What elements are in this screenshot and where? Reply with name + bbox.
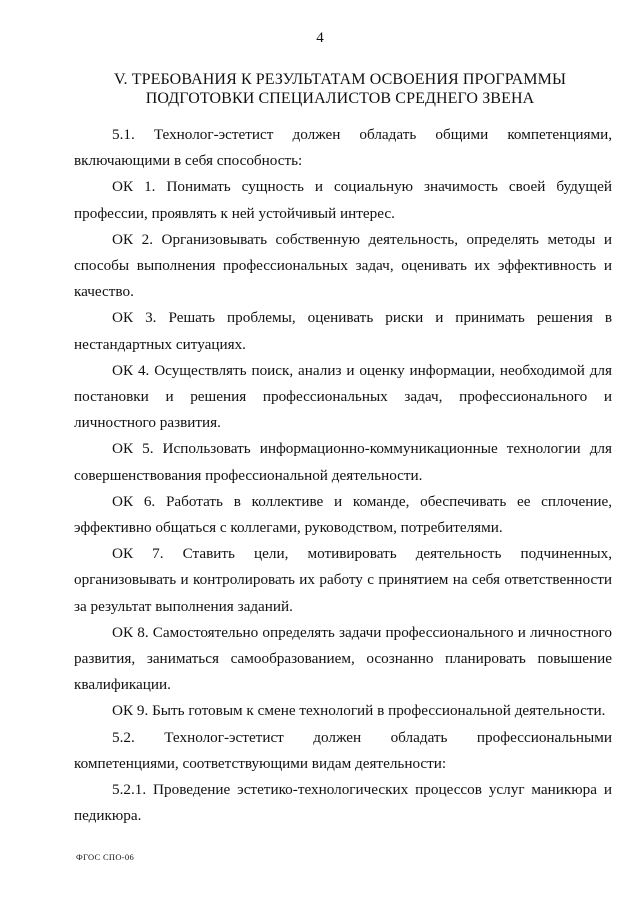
paragraph-ok-9: ОК 9. Быть готовым к смене технологий в профессиональной деятельности.: [112, 702, 606, 720]
paragraph-ok-8: ОК 8. Самостоятельно определять задачи профессионального и личностного развития, заниматься самообразованием, осознанно планировать повышение квалификации.: [74, 623, 612, 694]
document-body: [74, 122, 612, 829]
paragraph-ok-5: ОК 5. Использовать информационно-коммуникационные технологии для совершенствования профессиональной деятельности.: [74, 440, 612, 484]
paragraph-ok-1: ОК 1. Понимать сущность и социальную значимость своей будущей профессии, проявлять к ней устойчивый интерес.: [74, 178, 612, 222]
paragraph-ok-3: ОК 3. Решать проблемы, оценивать риски и принимать решения в нестандартных ситуациях.: [74, 309, 612, 353]
paragraph-5-2-1: 5.2.1. Проведение эстетико-технологических процессов услуг маникюра и педикюра.: [74, 781, 612, 825]
paragraph-ok-6: ОК 6. Работать в коллективе и команде, обеспечивать ее сплочение, эффективно общаться с коллегами, руководством, потребителями.: [74, 492, 612, 537]
paragraph-ok-4: ОК 4. Осуществлять поиск, анализ и оценку информации, необходимой для постановки и решения профессиональных задач, профессионального и личностного развития.: [74, 361, 612, 432]
page-number: 4: [316, 30, 324, 46]
paragraph-ok-2: ОК 2. Организовывать собственную деятельность, определять методы и способы выполнения профессиональных задач, оценивать их эффективность и качество.: [74, 230, 612, 301]
footer-standard-code: ФГОС СПО-06: [76, 852, 135, 862]
paragraph-5-1: 5.1. Технолог-эстетист должен обладать общими компетенциями, включающими в себя способность:: [74, 126, 612, 170]
paragraph-ok-7: ОК 7. Ставить цели, мотивировать деятельность подчиненных, организовывать и контролировать их работу с принятием на себя ответственности за результат выполнения заданий.: [74, 545, 612, 615]
section-title-line-2: ПОДГОТОВКИ СПЕЦИАЛИСТОВ СРЕДНЕГО ЗВЕНА: [145, 90, 535, 107]
section-title-line-1: V. ТРЕБОВАНИЯ К РЕЗУЛЬТАТАМ ОСВОЕНИЯ ПРОГРАММЫ: [113, 71, 567, 88]
section-title: [70, 70, 610, 108]
paragraph-5-2: 5.2. Технолог-эстетист должен обладать профессиональными компетенциями, соответствующими видам деятельности:: [74, 728, 612, 772]
